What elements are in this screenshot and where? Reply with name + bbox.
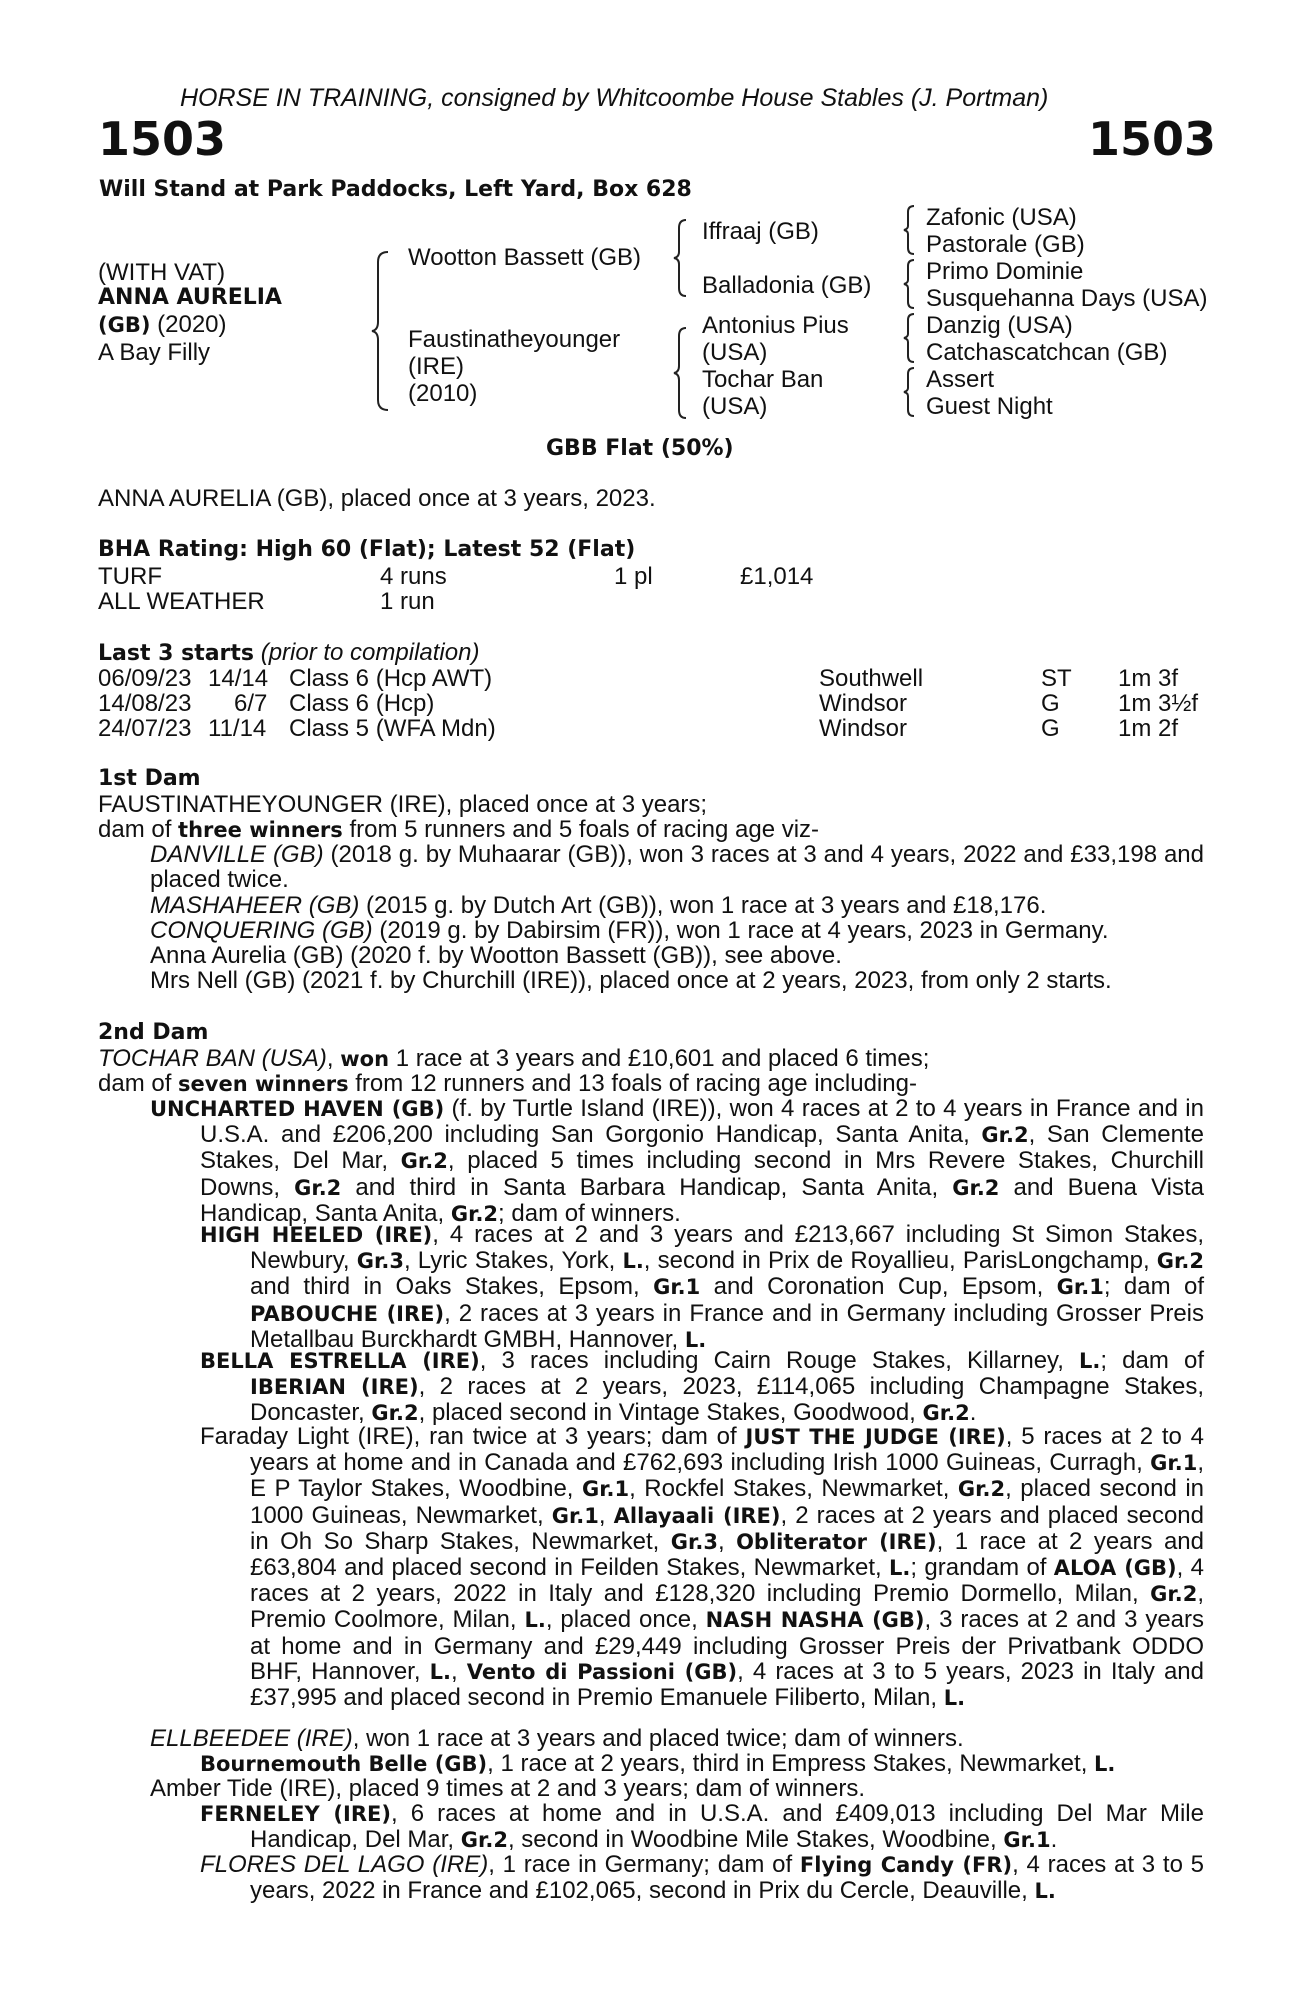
horse-description: A Bay Filly	[98, 339, 211, 366]
bha-row-turf	[98, 563, 998, 588]
pedigree-g3-item: Pastorale (GB)	[926, 231, 1085, 258]
horse-name: ELLBEEDEE (IRE)	[150, 1725, 353, 1752]
pedigree-g3-item: Assert	[926, 366, 995, 393]
grade: L.	[1079, 1349, 1101, 1373]
text: dam of	[98, 1070, 179, 1097]
grade: Gr.1	[1003, 1828, 1051, 1853]
grade: L.	[943, 1686, 966, 1711]
start-race: Class 6 (Hcp AWT)	[289, 665, 493, 692]
text: , 5 races at 2 to 4 years at home and in Canada and £762,693 including Irish 1000 Guineas, Curragh,	[250, 1423, 1205, 1477]
horse-name: Flying Candy (FR)	[799, 1853, 1013, 1877]
start-position: 11/14	[208, 715, 267, 742]
winners-count: seven winners	[178, 1072, 349, 1096]
pedigree-sire-dam: Balladonia (GB)	[702, 272, 872, 299]
text: , 3 races at 2 and 3 years at home and in Germany and £29,449 including Grosser Preis der Privatbank ODDO BHF, Hannover,	[250, 1606, 1205, 1685]
produce-bournemouth-belle	[200, 1751, 1115, 1777]
first-dam-title: 1st Dam	[98, 766, 201, 791]
start-distance: 1m 3f	[1118, 665, 1179, 692]
horse-name: ANNA AURELIA	[98, 285, 282, 310]
pedigree-brace-g3-4	[902, 366, 916, 418]
text: dam of	[98, 816, 179, 843]
pedigree-brace-dam	[672, 326, 688, 420]
pedigree-dam-dam	[702, 366, 823, 420]
stand-location: Will Stand at Park Paddocks, Left Yard, Box 628	[99, 177, 692, 202]
text: ; dam of	[1103, 1273, 1204, 1301]
text: and third in Oaks Stakes, Epsom,	[250, 1273, 654, 1301]
pedigree-dam-sire-line: Antonius Pius	[702, 312, 849, 339]
gbb-label: GBB Flat (50%)	[546, 436, 734, 461]
horse-name: ALOA (GB)	[1053, 1556, 1177, 1581]
start-going: G	[1041, 715, 1060, 742]
text: , 1 race at 2 years, third in Empress Stakes, Newmarket,	[487, 1750, 1095, 1777]
pedigree-g3-item: Zafonic (USA)	[926, 204, 1077, 231]
text: , Lyric Stakes, York,	[403, 1247, 623, 1275]
produce-name: MASHAHEER (GB)	[150, 892, 360, 919]
start-course: Southwell	[819, 665, 924, 692]
second-dam-line	[98, 1046, 929, 1072]
bha-prize: £1,014	[740, 563, 814, 590]
pedigree-dam-sire	[702, 312, 849, 366]
text: , 2 races at 2 years and placed second in Oh So Sharp Stakes, Newmarket,	[250, 1501, 1204, 1555]
horse-name: PABOUCHE (IRE)	[250, 1301, 445, 1326]
last-starts-heading: Last 3 starts	[98, 641, 255, 666]
text: and Coronation Cup, Epsom,	[700, 1273, 1057, 1301]
grade: Gr.1	[551, 1503, 599, 1528]
second-dam-produce-line	[98, 1071, 917, 1097]
text: ,	[326, 1045, 341, 1072]
horse-country-year	[98, 312, 227, 338]
text: ,	[717, 1527, 737, 1555]
text: from 5 runners and 5 foals of racing age viz-	[342, 816, 820, 843]
grade: L.	[889, 1556, 911, 1581]
start-row	[98, 690, 1218, 715]
horse-name: HIGH HEELED (IRE)	[200, 1223, 433, 1247]
text: 1 race at 3 years and £10,601 and placed 6 times;	[389, 1045, 930, 1072]
produce-record: (2018 g. by Muhaarar (GB)), won 3 races at 3 and 4 years, 2022 and £33,198 and placed twice.	[150, 841, 1204, 894]
horse-year: (2020)	[157, 311, 227, 338]
pedigree-dam-dam-line: (USA)	[702, 393, 768, 420]
grade: Gr.2	[294, 1175, 342, 1200]
text: , 1 race at 2 years and £63,804 and placed second in Feilden Stakes, Newmarket,	[250, 1527, 1204, 1582]
grade: L.	[1094, 1752, 1116, 1776]
grade: L.	[429, 1659, 451, 1684]
pedigree-sire: Wootton Bassett (GB)	[408, 244, 641, 271]
pedigree-brace-g3-2	[902, 258, 916, 310]
horse-name: Bournemouth Belle (GB)	[200, 1752, 488, 1776]
horse-name: FLORES DEL LAGO (IRE)	[200, 1851, 489, 1878]
pedigree-brace-g3-1	[902, 204, 916, 256]
bha-placed: 1 pl	[614, 563, 653, 590]
start-date: 24/07/23	[98, 715, 192, 742]
produce-entry	[150, 918, 1109, 943]
grade: Gr.2	[371, 1401, 419, 1426]
text: , Premio Coolmore, Milan,	[250, 1580, 1204, 1634]
produce-ellbeedee	[150, 1726, 964, 1751]
start-going: G	[1041, 690, 1060, 717]
grade: Gr.2	[1156, 1249, 1204, 1274]
start-distance: 1m 2f	[1118, 715, 1179, 742]
pedigree-sire-sire: Iffraaj (GB)	[702, 218, 819, 245]
start-course: Windsor	[819, 715, 908, 742]
text: , 4 races at 3 to 5 years, 2023 in Italy and £37,995 and placed second in Premio Emanuele Filiberto, Milan,	[250, 1657, 1205, 1712]
produce-name: CONQUERING (GB)	[150, 917, 373, 944]
lot-number-left: 1503	[98, 112, 227, 166]
grade: L.	[524, 1608, 546, 1633]
text: from 12 runners and 13 foals of racing age including-	[348, 1070, 917, 1097]
grade: Gr.2	[981, 1123, 1029, 1148]
start-going: ST	[1041, 665, 1072, 692]
text: ; dam of winners.	[498, 1199, 681, 1227]
text: , Rockfel Stakes, Newmarket,	[629, 1475, 958, 1503]
pedigree-brace-main	[370, 250, 390, 412]
horse-name: Obliterator (IRE)	[736, 1529, 937, 1554]
horse-name: UNCHARTED HAVEN (GB)	[150, 1097, 445, 1121]
pedigree-g3-item: Danzig (USA)	[926, 312, 1073, 339]
start-course: Windsor	[819, 690, 908, 717]
produce-name: DANVILLE (GB)	[150, 841, 324, 868]
grade: Gr.1	[653, 1275, 701, 1300]
text: , 4 races at 2 and 3 years and £213,667 including St Simon Stakes, Newbury,	[250, 1221, 1204, 1275]
text: Faraday Light (IRE), ran twice at 3 years; dam of	[200, 1423, 746, 1450]
text: ,	[598, 1501, 614, 1529]
text: , San Clemente Stakes, Del Mar,	[200, 1121, 1205, 1175]
bha-rating-title: BHA Rating: High 60 (Flat); Latest 52 (Flat)	[98, 537, 636, 562]
won-label: won	[340, 1047, 390, 1071]
grade: Gr.2	[952, 1175, 1000, 1200]
last-starts-title	[98, 640, 479, 666]
first-dam-produce-line	[98, 817, 819, 843]
produce-high-heeled	[200, 1222, 1204, 1353]
pedigree-dam	[408, 326, 620, 407]
grade: Gr.3	[670, 1529, 718, 1554]
second-dam-title: 2nd Dam	[98, 1020, 209, 1045]
text: , 1 race in Germany; dam of	[488, 1851, 800, 1878]
grade: Gr.2	[450, 1201, 499, 1226]
start-race: Class 5 (WFA Mdn)	[289, 715, 496, 742]
grade: Gr.2	[400, 1149, 448, 1174]
produce-entry: Anna Aurelia (GB) (2020 f. by Wootton Bassett (GB)), see above.	[150, 942, 842, 969]
bha-row-all-weather	[98, 588, 998, 613]
produce-bella-estrella	[200, 1348, 1204, 1427]
horse-name: FERNELEY (IRE)	[200, 1802, 391, 1826]
produce-amber-tide: Amber Tide (IRE), placed 9 times at 2 and 3 years; dam of winners.	[150, 1775, 865, 1802]
pedigree-g3-item: Susquehanna Days (USA)	[926, 285, 1208, 312]
grade: L.	[684, 1327, 707, 1352]
consignor-line: HORSE IN TRAINING, consigned by Whitcoombe House Stables (J. Portman)	[180, 84, 1049, 112]
grade: Gr.1	[1056, 1275, 1104, 1300]
pedigree-dam-sire-line: (USA)	[702, 339, 768, 366]
bha-runs: 4 runs	[380, 563, 447, 590]
pedigree-g3-item: Catchascatchcan (GB)	[926, 339, 1168, 366]
summary-line: ANNA AURELIA (GB), placed once at 3 years, 2023.	[98, 485, 656, 512]
bha-runs: 1 run	[380, 588, 435, 615]
horse-name: BELLA ESTRELLA (IRE)	[200, 1349, 480, 1373]
produce-entry	[150, 893, 1046, 918]
pedigree-g3-item: Guest Night	[926, 393, 1053, 420]
text: ; grandam of	[910, 1554, 1054, 1582]
first-dam-line: FAUSTINATHEYOUNGER (IRE), placed once at 3 years;	[98, 791, 708, 818]
text: , 2 races at 2 years, 2023, £114,065 including Champagne Stakes, Doncaster,	[250, 1373, 1205, 1427]
produce-record: (2015 g. by Dutch Art (GB)), won 1 race at 3 years and £18,176.	[359, 892, 1047, 919]
start-date: 14/08/23	[98, 690, 192, 717]
produce-entry: Mrs Nell (GB) (2021 f. by Churchill (IRE)), placed once at 2 years, 2023, from only 2 starts.	[150, 967, 1112, 994]
text: , E P Taylor Stakes, Woodbine,	[250, 1449, 1204, 1503]
start-row	[98, 715, 1218, 740]
start-date: 06/09/23	[98, 665, 192, 692]
start-row	[98, 665, 1218, 690]
horse-name: Vento di Passioni (GB)	[466, 1659, 738, 1684]
produce-uncharted-haven	[150, 1096, 1204, 1227]
text: , placed second in 1000 Guineas, Newmarket,	[250, 1475, 1205, 1529]
text: .	[1050, 1826, 1058, 1854]
grade: L.	[622, 1249, 644, 1274]
pedigree-dam-line: (2010)	[408, 380, 478, 407]
grade: Gr.1	[581, 1477, 630, 1502]
text: ,	[450, 1657, 467, 1685]
grade: L.	[1034, 1879, 1056, 1904]
dam-name: TOCHAR BAN (USA)	[98, 1045, 327, 1072]
text: , placed second in Vintage Stakes, Goodwood,	[418, 1399, 923, 1427]
text: , won 1 race at 3 years and placed twice; dam of winners.	[352, 1725, 964, 1752]
text: , second in Prix de Royallieu, ParisLongchamp,	[643, 1247, 1157, 1275]
pedigree-g3-item: Primo Dominie	[926, 258, 1084, 285]
horse-name: NASH NASHA (GB)	[705, 1608, 925, 1633]
text: and Buena Vista Handicap, Santa Anita,	[200, 1173, 1204, 1227]
start-position: 14/14	[208, 665, 269, 692]
start-race: Class 6 (Hcp)	[289, 690, 435, 717]
text: , 4 races at 2 years, 2022 in Italy and £128,320 including Premio Dormello, Milan,	[250, 1554, 1204, 1608]
start-position: 6/7	[234, 690, 268, 717]
grade: Gr.3	[356, 1249, 404, 1274]
text: , placed 5 times including second in Mrs Revere Stakes, Churchill Downs,	[200, 1147, 1204, 1201]
text: , 3 races including Cairn Rouge Stakes, Killarney,	[479, 1347, 1080, 1374]
pedigree-dam-line: (IRE)	[408, 353, 464, 380]
horse-name: IBERIAN (IRE)	[250, 1375, 419, 1400]
horse-name: JUST THE JUDGE (IRE)	[745, 1425, 1006, 1449]
bha-surface: ALL WEATHER	[98, 588, 265, 615]
produce-faraday-light	[200, 1424, 1204, 1711]
text: , 6 races at home and in U.S.A. and £409,013 including Del Mar Mile Handicap, Del Mar,	[250, 1800, 1204, 1854]
vat-note: (WITH VAT)	[98, 259, 226, 286]
winners-count: three winners	[178, 818, 343, 842]
start-distance: 1m 3½f	[1118, 690, 1199, 717]
pedigree-third-generation	[926, 204, 1207, 420]
horse-country: (GB)	[98, 313, 151, 337]
grade: Gr.2	[460, 1828, 508, 1853]
grade: Gr.2	[1150, 1582, 1198, 1607]
pedigree-dam-dam-line: Tochar Ban	[702, 366, 824, 393]
text: and third in Santa Barbara Handicap, Santa Anita,	[341, 1173, 953, 1201]
produce-record: (2019 g. by Dabirsim (FR)), won 1 race at 4 years, 2023 in Germany.	[372, 917, 1109, 944]
pedigree-brace-g3-3	[902, 312, 916, 364]
lot-number-right: 1503	[1088, 112, 1217, 166]
text: , second in Woodbine Mile Stakes, Woodbine,	[507, 1826, 1004, 1854]
last-starts-note: (prior to compilation)	[260, 639, 480, 666]
produce-flores-del-lago	[200, 1852, 1204, 1904]
produce-ferneley	[200, 1801, 1204, 1853]
text: , 2 races at 3 years in France and in Germany including Grosser Preis Metallbau Burckhardt GMBH, Hannover,	[250, 1299, 1205, 1353]
grade: Gr.1	[1150, 1451, 1198, 1476]
text: , 4 races at 3 to 5 years, 2022 in France and £102,065, second in Prix du Cercle, Deauville,	[250, 1851, 1205, 1905]
pedigree-brace-sire	[672, 218, 688, 298]
bha-surface: TURF	[98, 563, 162, 590]
text: (f. by Turtle Island (IRE)), won 4 races at 2 to 4 years in France and in U.S.A. and £206,200 including San Gorgonio Handicap, Santa Anita,	[200, 1095, 1204, 1149]
produce-entry	[150, 842, 1204, 892]
horse-name: Allayaali (IRE)	[613, 1503, 781, 1528]
text: ; dam of	[1100, 1347, 1204, 1374]
text: , placed once,	[545, 1606, 706, 1634]
grade: Gr.2	[922, 1401, 970, 1426]
grade: Gr.2	[957, 1477, 1006, 1502]
text: .	[969, 1399, 977, 1427]
pedigree-dam-line: Faustinatheyounger	[408, 326, 621, 353]
